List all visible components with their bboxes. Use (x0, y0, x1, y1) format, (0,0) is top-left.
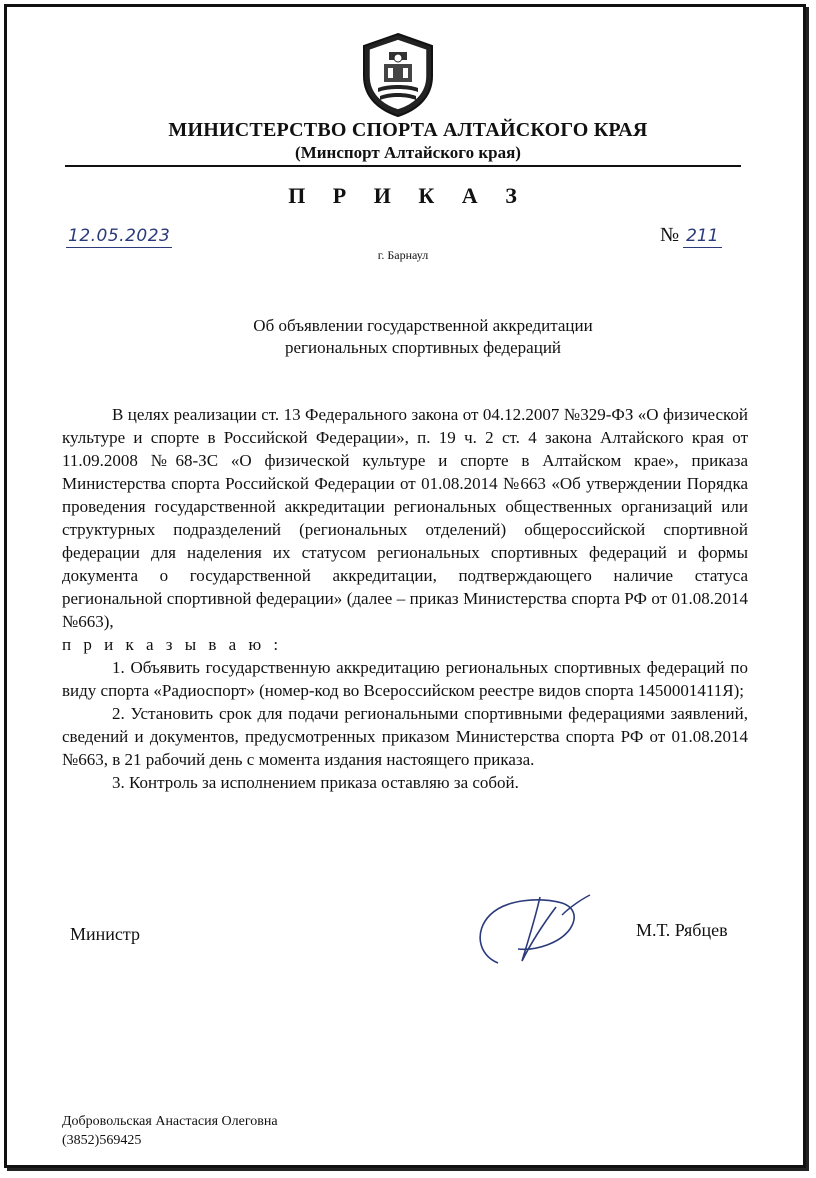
handwritten-signature (470, 885, 595, 970)
signatory-role: Министр (70, 924, 140, 944)
number-value: 211 (683, 226, 721, 248)
subject-line-2: региональных спортивных федераций (284, 338, 562, 357)
signatory-name: М.Т. Рябцев (636, 920, 728, 940)
ministry-short-name: (Минспорт Алтайского края) (295, 143, 521, 162)
subject-line-1: Об объявлении государственной аккредитации (253, 316, 593, 335)
executor-block (62, 1112, 278, 1150)
number-sign: № (660, 224, 680, 246)
order-number (660, 224, 722, 247)
order-item-3: 3. Контроль за исполнением приказа оставляю за собой. (112, 773, 519, 792)
coat-of-arms-icon (358, 30, 438, 118)
order-word: п р и к а з ы в а ю : (62, 635, 283, 654)
header-rule (65, 165, 741, 167)
order-subject (0, 315, 816, 359)
executor-phone: (3852)569425 (62, 1133, 142, 1148)
order-date: 12.05.2023 (68, 226, 171, 246)
order-body (62, 403, 748, 794)
ministry-title: МИНИСТЕРСТВО СПОРТА АЛТАЙСКОГО КРАЯ (168, 119, 648, 141)
order-item-1: 1. Объявить государственную аккредитацию региональных спортивных федераций по виду спорта «Радиоспорт» (номер-код во Всероссийском реестре видов спорта 1450001411Я); (62, 658, 748, 700)
city: г. Барнаул (377, 248, 429, 262)
preamble: В целях реализации ст. 13 Федерального закона от 04.12.2007 №329-ФЗ «О физической культуре и спорте в Российской Федерации», п. 19 ч. 2 ст. 4 закона Алтайского края от 11.09.2008 №68-ЗС «О физической культуре и спорте в Алтайском крае», приказа Министерства спорта Российской Федерации от 01.08.2014 №663 «Об утверждении Порядка проведения государственной аккредитации региональных общественных организаций или структурных подразделений (региональных отделений) общероссийской спортивной федерации для наделения их статусом региональных спортивных федераций и формы документа о государственной аккредитации, подтверждающего наличие статуса региональной спортивной федерации» (далее – приказ Министерства спорта РФ от 01.08.2014 №663), (62, 405, 748, 631)
executor-name: Добровольская Анастасия Олеговна (62, 1114, 278, 1129)
order-item-2: 2. Установить срок для подачи региональными спортивными федерациями заявлений, сведений и документов, предусмотренных приказом Министерства спорта РФ от 01.08.2014 №663, в 21 рабочий день с момента издания настоящего приказа. (62, 704, 748, 769)
document-type: П Р И К А З (288, 183, 528, 208)
